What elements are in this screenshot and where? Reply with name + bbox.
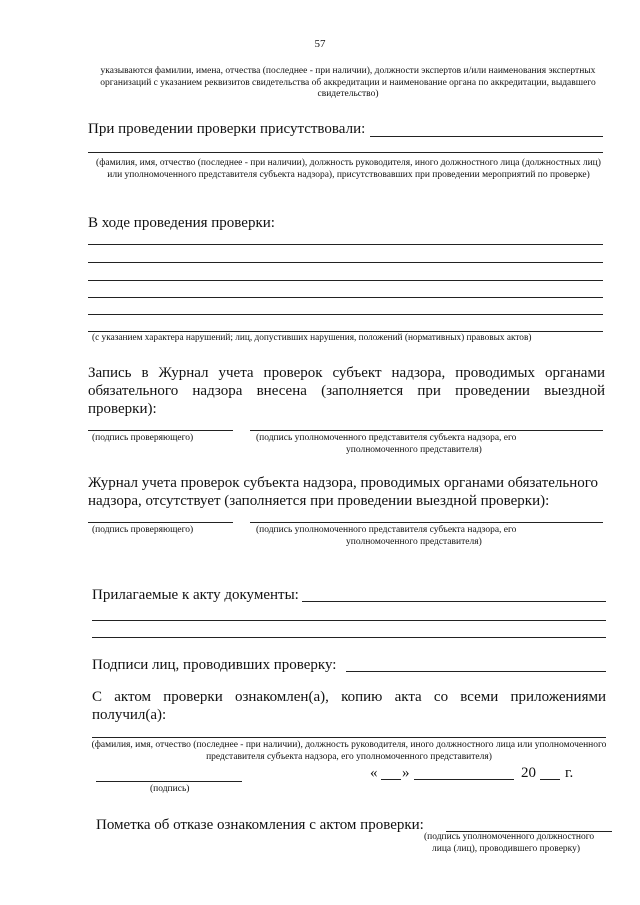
journal-absent-line1: Журнал учета проверок субъекта надзора, проводимых органами обязательного	[88, 475, 599, 491]
refusal-label: Пометка об отказе ознакомления с актом проверки:	[96, 817, 424, 833]
journal-entry-rep-sig-line[interactable]	[250, 430, 603, 431]
course-line[interactable]	[88, 280, 603, 281]
date-day-line[interactable]	[381, 779, 401, 780]
date-year-suffix: г.	[565, 765, 574, 781]
signatures-label: Подписи лиц, проводивших проверку:	[92, 657, 337, 673]
course-note: (с указанием характера нарушений; лиц, допустивших нарушения, положений (нормативных) правовых актов)	[92, 333, 532, 343]
date-year-line[interactable]	[540, 779, 560, 780]
journal-absent-inspector-sig-label: (подпись проверяющего)	[92, 525, 194, 535]
acquainted-line2: получил(а):	[92, 707, 167, 723]
acquainted-note: (фамилия, имя, отчество (последнее - при наличии), должность руководителя, иного должностного лица или уполномоченного представителя субъекта надзора, его уполномоченного представителя)	[91, 740, 607, 762]
present-note: (фамилия, имя, отчество (последнее - при наличии), должность руководителя, иного должностного лица (должностных лиц) или уполномоченного представителя субъекта надзора), присутствовавших при проведении мероприятий по проверке)	[96, 158, 601, 180]
present-field-line[interactable]	[370, 136, 603, 137]
journal-absent-rep-sig-label-1: (подпись уполномоченного представителя субъекта надзора, его	[256, 525, 517, 535]
journal-entry-line1: Запись в Журнал учета проверок субъект надзора, проводимых органами	[88, 365, 605, 381]
course-line[interactable]	[88, 314, 603, 315]
acquainted-name-line[interactable]	[92, 737, 606, 738]
refusal-note-1: (подпись уполномоченного должностного	[424, 832, 595, 842]
attached-field-line-3[interactable]	[92, 637, 606, 638]
signatures-field-line[interactable]	[346, 671, 606, 672]
attached-field-line[interactable]	[302, 601, 606, 602]
course-line[interactable]	[88, 297, 603, 298]
journal-entry-rep-sig-label-2: уполномоченного представителя)	[346, 445, 482, 455]
course-line[interactable]	[88, 331, 603, 332]
course-label: В ходе проведения проверки:	[88, 215, 275, 231]
journal-absent-rep-sig-line[interactable]	[250, 522, 603, 523]
acquainted-signature-label: (подпись)	[150, 784, 190, 794]
acquainted-line1: С актом проверки ознакомлен(а), копию акта со всеми приложениями	[92, 689, 606, 705]
attached-field-line-2[interactable]	[92, 620, 606, 621]
journal-entry-inspector-sig-label: (подпись проверяющего)	[92, 433, 194, 443]
course-line[interactable]	[88, 262, 603, 263]
experts-note: указываются фамилии, имена, отчества (последнее - при наличии), должности экспертов и/или наименования экспертных организаций с указанием реквизитов свидетельства об аккредитации и наименование органа по аккредитации, выдавшего свидетельство)	[100, 66, 596, 99]
present-field-line-2[interactable]	[88, 152, 603, 153]
journal-entry-line3: проверки):	[88, 401, 157, 417]
journal-entry-line2: обязательного надзора внесена (заполняется при проведении выездной	[88, 383, 605, 399]
journal-absent-rep-sig-label-2: уполномоченного представителя)	[346, 537, 482, 547]
date-month-line[interactable]	[414, 779, 514, 780]
course-line[interactable]	[88, 244, 603, 245]
refusal-note-2: лица (лиц), проводившего проверку)	[432, 844, 581, 854]
journal-entry-rep-sig-label-1: (подпись уполномоченного представителя субъекта надзора, его	[256, 433, 517, 443]
date-year-prefix: 20	[521, 765, 536, 781]
acquainted-signature-line[interactable]	[96, 781, 242, 782]
date-open-quote: «	[370, 765, 378, 781]
journal-absent-line2: надзора, отсутствует (заполняется при проведении выездной проверки):	[88, 493, 550, 509]
page-number: 57	[314, 38, 326, 50]
journal-entry-inspector-sig-line[interactable]	[88, 430, 233, 431]
attached-label: Прилагаемые к акту документы:	[92, 587, 299, 603]
present-label: При проведении проверки присутствовали:	[88, 121, 366, 137]
journal-absent-inspector-sig-line[interactable]	[88, 522, 233, 523]
date-close-quote: »	[402, 765, 410, 781]
